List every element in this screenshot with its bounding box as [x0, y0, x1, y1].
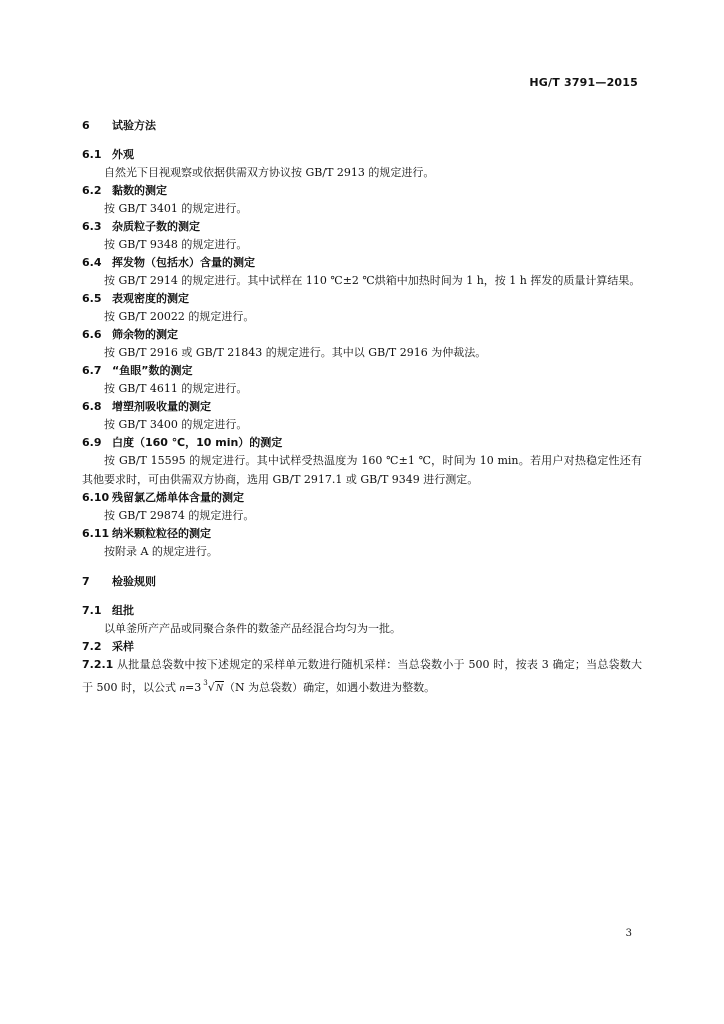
section-6-1-text: 自然光下目视观察或依据供需双方协议按 GB/T 2913 的规定进行。 [104, 166, 435, 179]
section-6-8-heading [82, 398, 642, 415]
section-title: 残留氯乙烯单体含量的测定 [112, 491, 244, 504]
formula-equals: =3 [185, 681, 202, 694]
section-title: 表观密度的测定 [112, 292, 189, 305]
section-title: 组批 [112, 604, 134, 617]
standard-code: HG/T 3791—2015 [529, 76, 638, 89]
section-title: 杂质粒子数的测定 [112, 220, 200, 233]
section-6-6-text: 按 GB/T 2916 或 GB/T 21843 的规定进行。其中以 GB/T 2916 为仲裁法。 [104, 346, 487, 359]
section-6-7-heading [82, 362, 642, 379]
section-title: 黏数的测定 [112, 184, 167, 197]
section-number: 6.11 [82, 527, 110, 540]
section-number: 6.10 [82, 491, 110, 504]
clause-text-before: 从批量总袋数中按下述规定的采样单元数进行随机采样：当总袋数小于 500 时，按表 3 确定；当总袋数大于 500 时，以公式 [82, 658, 642, 694]
clause-text-after: （N 为总袋数）确定，如遇小数进为整数。 [224, 681, 436, 694]
section-title: 纳米颗粒粒径的测定 [112, 527, 211, 540]
section-7-1-text: 以单釜所产产品或同聚合条件的数釜产品经混合均匀为一批。 [104, 622, 401, 635]
section-6-8-text: 按 GB/T 3400 的规定进行。 [104, 418, 248, 431]
section-6-2-heading [82, 182, 642, 199]
section-number: 6.6 [82, 328, 102, 341]
section-6-11-text: 按附录 A 的规定进行。 [104, 545, 218, 558]
section-6-5-text: 按 GB/T 20022 的规定进行。 [104, 310, 255, 323]
section-number: 6.4 [82, 256, 102, 269]
document-body [82, 117, 642, 698]
section-title: 检验规则 [112, 575, 156, 588]
page-number: 3 [625, 928, 632, 939]
section-6-3-heading [82, 218, 642, 235]
section-number: 6.3 [82, 220, 102, 233]
section-6-7-text: 按 GB/T 4611 的规定进行。 [104, 382, 248, 395]
section-number: 6.1 [82, 148, 102, 161]
radical-sign: √ [207, 681, 215, 694]
section-title: 试验方法 [112, 119, 156, 132]
section-number: 7.2 [82, 640, 102, 653]
section-number: 6.9 [82, 436, 102, 449]
section-number: 6.2 [82, 184, 102, 197]
section-number: 6.8 [82, 400, 102, 413]
section-6-heading [82, 117, 642, 134]
section-title: “鱼眼”数的测定 [112, 364, 193, 377]
section-6-9-text: 按 GB/T 15595 的规定进行。其中试样受热温度为 160 ℃±1 ℃，时间为 10 min。若用户对热稳定性还有其他要求时，可由供需双方协商，选用 GB/T 2917.1 或 GB/T 9349 进行测定。 [82, 454, 642, 486]
section-number: 7 [82, 575, 90, 588]
section-number: 7.2.1 [82, 658, 114, 671]
section-number: 6.5 [82, 292, 102, 305]
section-title: 采样 [112, 640, 134, 653]
section-6-3-text: 按 GB/T 9348 的规定进行。 [104, 238, 248, 251]
section-number: 6 [82, 119, 90, 132]
section-6-11-heading [82, 525, 642, 542]
section-title: 挥发物（包括水）含量的测定 [112, 256, 255, 269]
root-index: 3 [203, 679, 208, 687]
section-6-4-heading [82, 254, 642, 271]
radicand: N [215, 682, 224, 694]
section-title: 外观 [112, 148, 134, 161]
section-6-10-text: 按 GB/T 29874 的规定进行。 [104, 509, 255, 522]
formula-variable-n: n [179, 682, 185, 694]
section-number: 6.7 [82, 364, 102, 377]
section-7-1-heading [82, 602, 642, 619]
section-7-heading [82, 573, 642, 590]
section-7-2-heading [82, 638, 642, 655]
section-6-9-heading [82, 434, 642, 451]
section-title: 增塑剂吸收量的测定 [112, 400, 211, 413]
section-7-2-1-text [82, 655, 642, 698]
section-6-2-text: 按 GB/T 3401 的规定进行。 [104, 202, 248, 215]
section-6-4-text: 按 GB/T 2914 的规定进行。其中试样在 110 ℃±2 ℃烘箱中加热时间为 1 h，按 1 h 挥发的质量计算结果。 [104, 274, 641, 287]
section-title: 白度（160 ℃，10 min）的测定 [112, 436, 283, 449]
section-6-1-heading [82, 146, 642, 163]
section-6-6-heading [82, 326, 642, 343]
section-number: 7.1 [82, 604, 102, 617]
section-6-10-heading [82, 489, 642, 506]
section-title: 筛余物的测定 [112, 328, 178, 341]
section-6-5-heading [82, 290, 642, 307]
